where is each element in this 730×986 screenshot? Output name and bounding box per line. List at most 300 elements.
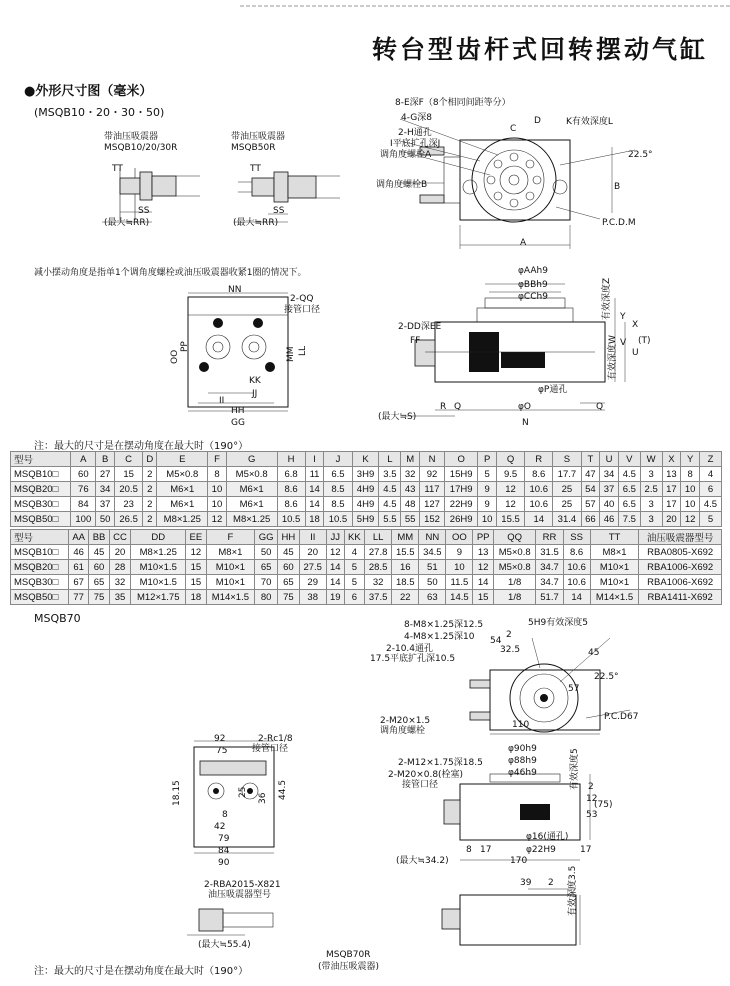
table1-cell: 17H9 <box>445 482 478 497</box>
table2-cell: 14 <box>473 575 493 590</box>
table2-cell: 65 <box>255 560 278 575</box>
label-d: D <box>534 116 541 126</box>
label-b: B <box>614 182 621 192</box>
table1-cell: M8×1.25 <box>157 512 208 527</box>
msqb70-eff5: 有效深度5 <box>570 748 580 790</box>
table1-header-cell: T <box>581 452 600 467</box>
table2-header-cell: GG <box>255 530 278 545</box>
msqb70-p88: φ88h9 <box>508 756 537 766</box>
label-dd: 2-DD深EE <box>398 322 442 332</box>
dimension-table-2 <box>10 529 722 605</box>
table2-cell: M8×1.25 <box>131 545 186 560</box>
table2-header-cell: II <box>299 530 326 545</box>
table2-cell: 77 <box>68 590 88 605</box>
table1-cell: 8.5 <box>324 482 352 497</box>
msqb70-d12: 12 <box>586 794 598 804</box>
table2-cell: M10×1 <box>590 560 639 575</box>
table2-cell: 32 <box>365 575 392 590</box>
table2-cell: M12×1.75 <box>131 590 186 605</box>
table1-header-cell: D <box>143 452 157 467</box>
msqb70-plan-drawing <box>440 630 660 750</box>
table1-cell: 3 <box>640 467 662 482</box>
table1-cell: 14 <box>305 482 324 497</box>
label-qq-sub: 接管口径 <box>284 305 321 315</box>
table1-cell: MSQB50□ <box>11 512 71 527</box>
label-x: X <box>632 320 639 330</box>
msqb70-h10: 2-10.4通孔 <box>386 644 434 654</box>
caption-right-1: 带油压吸震器 <box>231 132 286 142</box>
table1-cell: 40 <box>600 497 619 512</box>
table2-cell: 61 <box>68 560 88 575</box>
table1-cell: 11 <box>305 467 324 482</box>
table2-cell: 28 <box>109 560 131 575</box>
table1-cell: 4H9 <box>352 497 379 512</box>
msqb70-d36: 36 <box>258 792 268 804</box>
msqb70-h17: 17.5平底扩孔深10.5 <box>370 654 456 664</box>
table1-cell: 8 <box>681 467 700 482</box>
table1-cell: 8.6 <box>277 482 305 497</box>
table1-cell: 5 <box>478 467 497 482</box>
table2-cell: M5×0.8 <box>493 560 536 575</box>
table1-header-cell: C <box>115 452 143 467</box>
table1-cell: 15.5 <box>496 512 524 527</box>
table1-cell: M8×1.25 <box>226 512 277 527</box>
table2-cell: 15 <box>473 590 493 605</box>
table2-cell: 5 <box>344 560 364 575</box>
label-a: A <box>520 238 527 248</box>
table1-cell: 60 <box>71 467 96 482</box>
table2-cell: 13 <box>473 545 493 560</box>
msqb70-rc: 2-Rc1/8 <box>258 734 293 744</box>
table1-row <box>11 497 722 512</box>
table1-header-cell: F <box>208 452 227 467</box>
table1-cell: 10.6 <box>525 482 553 497</box>
msqb70-d8: 8 <box>222 810 228 820</box>
table2-cell: 27.8 <box>365 545 392 560</box>
table1-header-cell: E <box>157 452 208 467</box>
label-t: (T) <box>638 336 651 346</box>
msqb70-m20: 2-M20×1.5 <box>380 716 431 726</box>
table1-cell: 10.6 <box>525 497 553 512</box>
msqb70-d170: 170 <box>510 856 528 866</box>
tt-label-right: TT <box>250 164 261 174</box>
table1-header-cell: B <box>96 452 115 467</box>
msqb70-p22: φ22H9 <box>526 845 556 855</box>
table1-cell: 2 <box>143 482 157 497</box>
table2-cell: RBA1411-X692 <box>639 590 722 605</box>
table1-cell: M6×1 <box>157 497 208 512</box>
label-c: C <box>510 124 517 134</box>
table1-cell: 20 <box>662 512 681 527</box>
table1-cell: 57 <box>581 497 600 512</box>
caption-left-2: MSQB10/20/30R <box>104 143 178 153</box>
table1-cell: 37 <box>600 482 619 497</box>
label-pp: PP <box>180 341 190 352</box>
table1-cell: 4 <box>699 467 721 482</box>
table2-cell: M10×1 <box>206 560 255 575</box>
table1-cell: 7.5 <box>618 512 640 527</box>
table1-row <box>11 467 722 482</box>
table2-cell: RBA1006-X692 <box>639 560 722 575</box>
table2-cell: 14.5 <box>446 590 473 605</box>
table1-cell: 17 <box>662 497 681 512</box>
table2-cell: 15.5 <box>392 545 419 560</box>
table2-cell: 46 <box>68 545 88 560</box>
table2-header-cell: KK <box>344 530 364 545</box>
table2-cell: 50 <box>419 575 446 590</box>
table1-cell: 8 <box>208 467 227 482</box>
table1-header-cell: 型号 <box>11 452 71 467</box>
table1-header-cell: N <box>420 452 445 467</box>
label-z: 有效深度Z <box>602 277 612 320</box>
msqb70-dim2: 2 <box>506 630 512 640</box>
table2-cell: 12 <box>186 545 206 560</box>
table1-cell: 17.7 <box>553 467 581 482</box>
msqb70-dim45: 45 <box>588 648 600 658</box>
table2-cell: 75 <box>278 590 300 605</box>
label-ff: FF <box>410 336 421 346</box>
table1-cell: 3H9 <box>352 467 379 482</box>
tt-label-left: TT <box>112 164 123 174</box>
table2-cell: 65 <box>278 575 300 590</box>
table2-row <box>11 590 722 605</box>
table1-cell: 100 <box>71 512 96 527</box>
msqb70-dim57: 57 <box>568 684 580 694</box>
msqb70-label: MSQB70 <box>34 612 81 625</box>
table1-cell: M6×1 <box>226 482 277 497</box>
label-u: U <box>632 348 639 358</box>
table2-cell: 34.5 <box>419 545 446 560</box>
table1-cell: 46 <box>600 512 619 527</box>
max-rr-right: (最大≒RR) <box>233 218 279 228</box>
table1-cell: 117 <box>420 482 445 497</box>
msqb70-p90: φ90h9 <box>508 744 537 754</box>
msqb70-d1815: 18.15 <box>172 780 182 806</box>
label-w: 有效深度W <box>608 335 618 380</box>
table1-cell: 25 <box>553 497 581 512</box>
msqb70-dim225: 22.5° <box>594 672 619 682</box>
table2-row <box>11 560 722 575</box>
table2-header-cell: QQ <box>493 530 536 545</box>
table2-cell: MSQB10□ <box>11 545 69 560</box>
table1-header-cell: J <box>324 452 352 467</box>
msqb70-d79: 79 <box>218 834 230 844</box>
msqb70-d8b: 8 <box>466 845 472 855</box>
msqb70-p16: φ16(通孔) <box>526 832 569 842</box>
bottom-note: 注：最大的尺寸是在摆动角度在最大时（190°） <box>34 966 249 977</box>
label-pcd: P.C.D.M <box>602 218 636 228</box>
table1-cell: 27 <box>96 467 115 482</box>
table1-cell: 5.5 <box>379 512 401 527</box>
table1-row <box>11 482 722 497</box>
msqb70-d53: 53 <box>586 810 598 820</box>
table1-cell: 26.5 <box>115 512 143 527</box>
msqb70-d17b: 17 <box>580 845 592 855</box>
table2-header-cell: JJ <box>326 530 344 545</box>
label-kk: KK <box>249 376 261 386</box>
table1-cell: M6×1 <box>226 497 277 512</box>
table1-cell: 12 <box>496 482 524 497</box>
table1-cell: M6×1 <box>157 482 208 497</box>
msqb70-eff: 5H9有效深度5 <box>528 618 588 628</box>
dimension-table-1 <box>10 451 722 527</box>
msqb70-d75: 75 <box>216 746 228 756</box>
label-angle: 22.5° <box>628 150 653 160</box>
table2-cell: RBA0805-X692 <box>639 545 722 560</box>
table2-cell: 11.5 <box>446 575 473 590</box>
table2-header-cell: NN <box>419 530 446 545</box>
section-heading: ●外形尺寸图（毫米） <box>24 84 153 99</box>
table2-cell: 75 <box>89 590 109 605</box>
table2-header-cell: SS <box>563 530 590 545</box>
table1-cell: 4.5 <box>379 482 401 497</box>
table1-header-cell: L <box>379 452 401 467</box>
table1-cell: 15 <box>115 467 143 482</box>
table2-header-cell: MM <box>392 530 419 545</box>
table1-cell: 5H9 <box>352 512 379 527</box>
label-k: K有效深度L <box>566 117 613 127</box>
ss-label-right: SS <box>273 206 285 216</box>
table1-cell: 34 <box>96 482 115 497</box>
table2-cell: MSQB50□ <box>11 590 69 605</box>
table1-cell: 10 <box>681 482 700 497</box>
label-g: 4-G深8 <box>401 113 433 123</box>
msqb70-d445: 44.5 <box>278 779 288 800</box>
table1-row <box>11 512 722 527</box>
table1-cell: 10 <box>208 482 227 497</box>
table2-cell: M14×1.5 <box>206 590 255 605</box>
table2-cell: 50 <box>255 545 278 560</box>
table1-cell: 10 <box>681 497 700 512</box>
table2-cell: 32 <box>109 575 131 590</box>
table1-cell: 15H9 <box>445 467 478 482</box>
table2-cell: MSQB30□ <box>11 575 69 590</box>
msqb70-m20b: 2-M20×0.8(栓塞) <box>388 770 464 780</box>
table2-header-cell: F <box>206 530 255 545</box>
table1-cell: 22H9 <box>445 497 478 512</box>
table2-cell: 37.5 <box>365 590 392 605</box>
table2-header-cell: PP <box>473 530 493 545</box>
table1-header-cell: P <box>478 452 497 467</box>
msqb70-dim54: 54 <box>490 636 502 646</box>
table1-cell: 4.5 <box>618 467 640 482</box>
msqb70-d2a: 2 <box>588 782 594 792</box>
table2-cell: 15 <box>186 560 206 575</box>
label-r: R <box>440 402 447 412</box>
table2-cell: 18 <box>186 590 206 605</box>
table1-cell: 54 <box>581 482 600 497</box>
table1-header-cell: M <box>401 452 420 467</box>
msqb70r-rba-sub: 油压吸震器型号 <box>208 890 272 900</box>
table1-header-cell: H <box>277 452 305 467</box>
label-e: 8-E深F（8个相同间距等分） <box>395 98 511 108</box>
table2-header-cell: 型号 <box>11 530 69 545</box>
label-o: φO <box>518 402 532 412</box>
table1-cell: 9 <box>478 482 497 497</box>
table1-cell: 14 <box>305 497 324 512</box>
label-y: Y <box>620 312 626 322</box>
table2-cell: 16 <box>392 560 419 575</box>
label-n: N <box>522 418 529 428</box>
table1-cell: 6.5 <box>618 497 640 512</box>
table2-cell: 22 <box>392 590 419 605</box>
table1-cell: 12 <box>681 512 700 527</box>
msqb70-d75b: (75) <box>594 800 613 810</box>
table2-cell: 8.6 <box>563 545 590 560</box>
table2-cell: 6 <box>344 590 364 605</box>
table1-cell: M5×0.8 <box>157 467 208 482</box>
series-label: (MSQB10・20・30・50) <box>34 106 165 119</box>
msqb70-max342: (最大≒34.2) <box>396 856 449 866</box>
label-adj-b: 调角度螺栓B <box>376 180 428 190</box>
reduce-note: 减小摆动角度是指单1个调角度螺栓或油压吸震器收紧1圈的情况下。 <box>34 268 307 278</box>
table2-cell: 63 <box>419 590 446 605</box>
table1-cell: 37 <box>96 497 115 512</box>
table2-cell: 60 <box>278 560 300 575</box>
table1-cell: 18 <box>305 512 324 527</box>
ss-label-left: SS <box>138 206 150 216</box>
table2-cell: 9 <box>446 545 473 560</box>
table2-cell: 45 <box>89 545 109 560</box>
label-q2: Q <box>596 402 604 412</box>
table1-cell: 23 <box>115 497 143 512</box>
msqb70-m8b: 4-M8×1.25深10 <box>404 632 475 642</box>
table1-cell: 152 <box>420 512 445 527</box>
label-oo: OO <box>170 349 180 364</box>
table1-header-cell: V <box>618 452 640 467</box>
table2-cell: 10.6 <box>563 560 590 575</box>
table1-cell: 12 <box>208 512 227 527</box>
table2-cell: 31.5 <box>536 545 563 560</box>
table1-cell: MSQB10□ <box>11 467 71 482</box>
table2-cell: M14×1.5 <box>590 590 639 605</box>
label-ll: LL <box>298 345 308 356</box>
msqb70-d92: 92 <box>214 734 226 744</box>
table1-cell: 84 <box>71 497 96 512</box>
table1-cell: M5×0.8 <box>226 467 277 482</box>
table1-cell: 66 <box>581 512 600 527</box>
table2-cell: 14 <box>326 560 344 575</box>
table1-cell: 31.4 <box>553 512 581 527</box>
table2-cell: 60 <box>89 560 109 575</box>
table2-cell: 38 <box>299 590 326 605</box>
msqb70-pcd: P.C.D67 <box>604 712 639 722</box>
msqb70-d17: 17 <box>480 845 492 855</box>
table1-header-cell: Z <box>699 452 721 467</box>
table2-cell: 45 <box>278 545 300 560</box>
table1-cell: 8.5 <box>324 497 352 512</box>
table1-cell: MSQB30□ <box>11 497 71 512</box>
table1-header-cell: K <box>352 452 379 467</box>
page-title: 转台型齿杆式回转摆动气缸 <box>371 35 708 64</box>
table2-cell: 5 <box>344 575 364 590</box>
msqb70r-sub: (带油压吸震器) <box>318 962 380 972</box>
table1-cell: 10 <box>478 512 497 527</box>
table1-cell: 9.5 <box>496 467 524 482</box>
table2-row <box>11 575 722 590</box>
table1-cell: 12 <box>496 497 524 512</box>
table1-cell: 5 <box>699 512 721 527</box>
table2-header-cell: BB <box>89 530 109 545</box>
label-nn: NN <box>228 285 242 295</box>
table2-cell: 10.6 <box>563 575 590 590</box>
table1-cell: 2 <box>143 467 157 482</box>
table2-cell: M10×1.5 <box>131 575 186 590</box>
label-aa: φAAh9 <box>518 266 548 276</box>
table-note: 注：最大的尺寸是在摆动角度在最大时（190°） <box>34 441 249 452</box>
table1-cell: 32 <box>401 467 420 482</box>
table2-row <box>11 545 722 560</box>
table2-cell: 1/8 <box>493 590 536 605</box>
table1-cell: 3 <box>640 512 662 527</box>
table2-cell: 29 <box>299 575 326 590</box>
table1-cell: 10.5 <box>277 512 305 527</box>
table1-header-cell: Q <box>496 452 524 467</box>
table1-cell: 6.5 <box>618 482 640 497</box>
label-q: Q <box>454 402 462 412</box>
table1-cell: 8.6 <box>277 497 305 512</box>
table1-header-cell: Y <box>681 452 700 467</box>
msqb70r-d2b: 2 <box>548 878 554 888</box>
table1-cell: 25 <box>553 482 581 497</box>
table1-cell: 26H9 <box>445 512 478 527</box>
table2-cell: 51.7 <box>536 590 563 605</box>
label-p: φP通孔 <box>538 385 568 395</box>
table2-header-cell: AA <box>68 530 88 545</box>
table1-cell: 10.5 <box>324 512 352 527</box>
msqb70-rc-sub: 接管口径 <box>252 744 289 754</box>
msqb70-m8: 8-M8×1.25深12.5 <box>404 620 484 630</box>
table2-cell: 67 <box>68 575 88 590</box>
table1-header-cell: R <box>525 452 553 467</box>
table2-cell: 12 <box>473 560 493 575</box>
label-hh: HH <box>231 406 245 416</box>
msqb70r-d39: 39 <box>520 878 532 888</box>
table2-cell: 18.5 <box>392 575 419 590</box>
table1-cell: 6.5 <box>324 467 352 482</box>
table1-cell: 17 <box>662 482 681 497</box>
table1-cell: 47 <box>581 467 600 482</box>
label-mm: MM <box>286 346 296 362</box>
table1-cell: 50 <box>96 512 115 527</box>
table2-cell: 12 <box>326 545 344 560</box>
table1-cell: 48 <box>401 497 420 512</box>
table2-cell: MSQB20□ <box>11 560 69 575</box>
table1-header-row <box>11 452 722 467</box>
table1-cell: 2.5 <box>640 482 662 497</box>
msqb70r-max554: (最大≒55.4) <box>198 940 251 950</box>
msqb70-dim325: 32.5 <box>500 645 521 655</box>
msqb70-m12: 2-M12×1.75深18.5 <box>398 758 483 768</box>
table1-cell: 3 <box>640 497 662 512</box>
table1-header-cell: S <box>553 452 581 467</box>
table2-cell: RBA1006-X692 <box>639 575 722 590</box>
table2-cell: M10×1 <box>590 575 639 590</box>
table2-cell: 15 <box>186 575 206 590</box>
msqb70-d25: 25 <box>238 786 248 798</box>
table1-header-cell: A <box>71 452 96 467</box>
label-h: 2-H通孔 <box>398 128 432 138</box>
table1-cell: 6 <box>699 482 721 497</box>
table2-cell: 19 <box>326 590 344 605</box>
max-rr-left: (最大≒RR) <box>104 218 150 228</box>
table1-header-cell: G <box>226 452 277 467</box>
table1-header-cell: X <box>662 452 681 467</box>
table1-cell: 20.5 <box>115 482 143 497</box>
table1-cell: 76 <box>71 482 96 497</box>
table1-cell: 34 <box>600 467 619 482</box>
table1-header-cell: W <box>640 452 662 467</box>
